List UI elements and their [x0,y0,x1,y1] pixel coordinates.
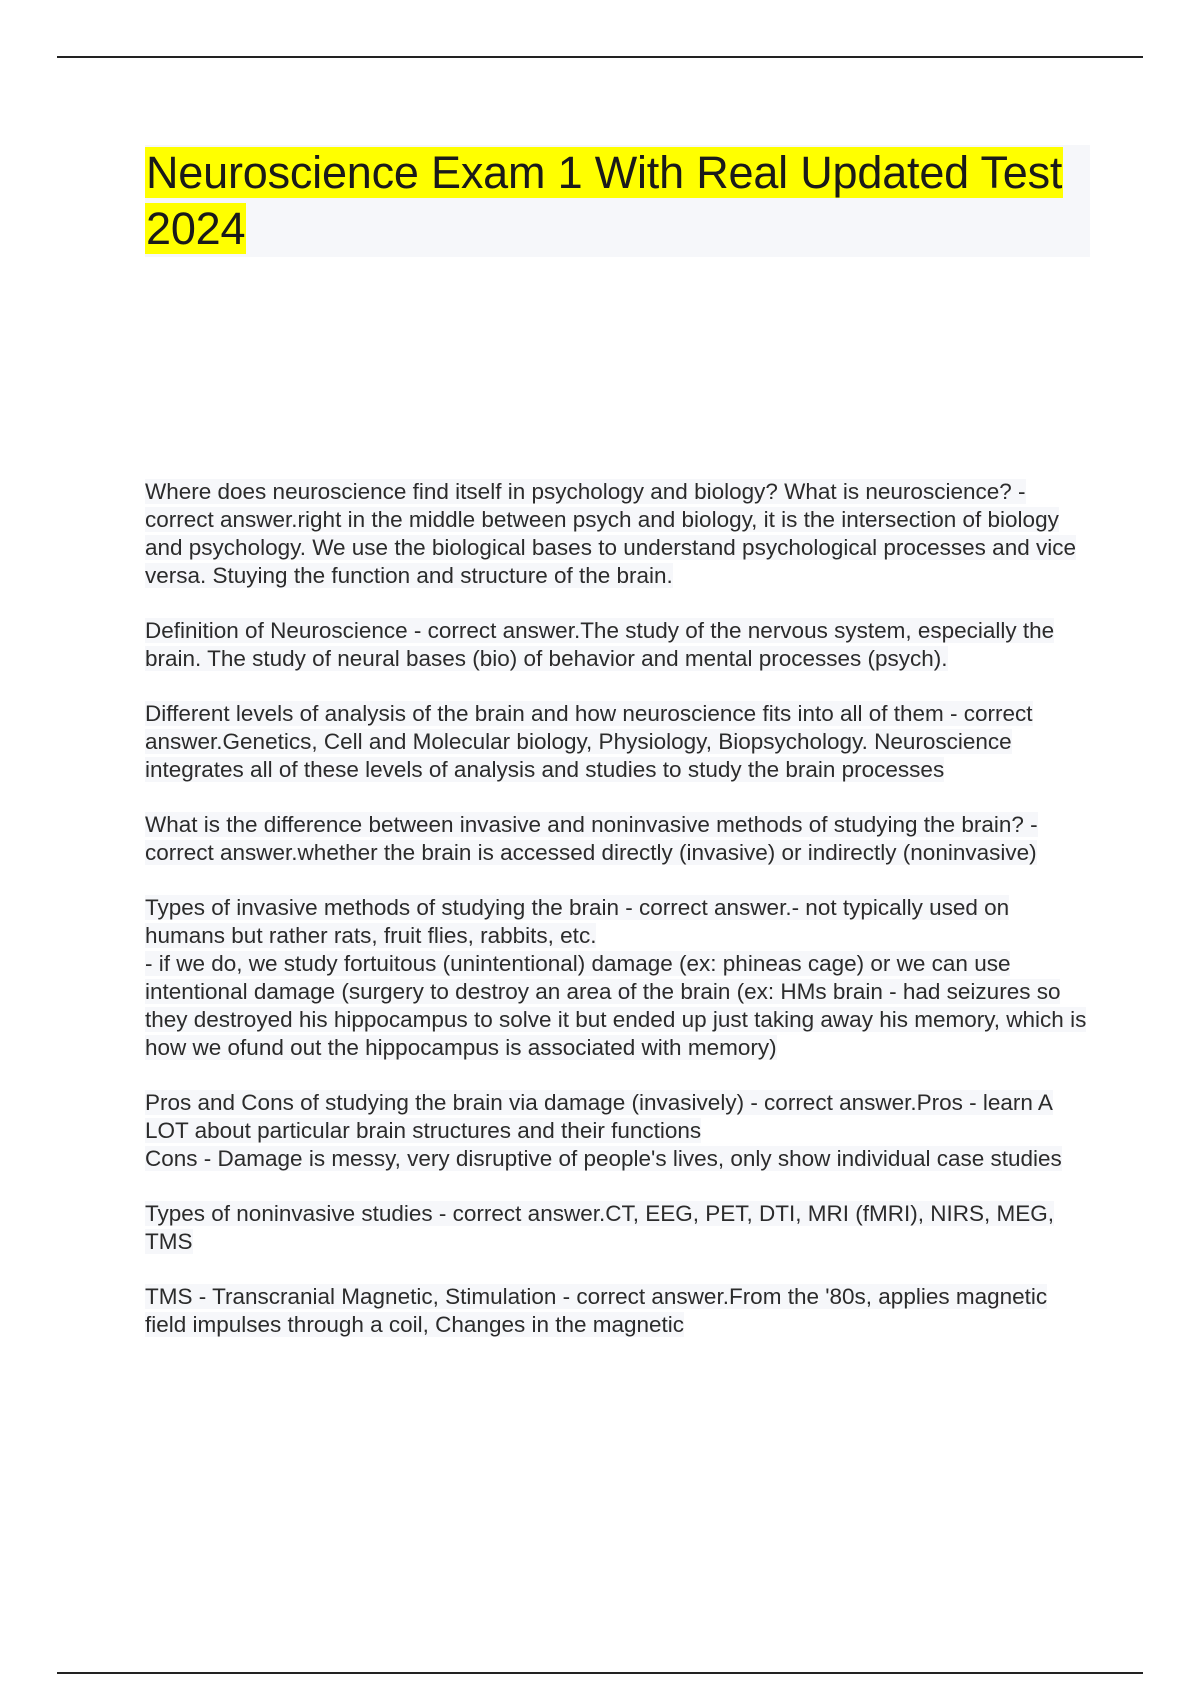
qa-entry-text: Pros and Cons of studying the brain via damage (invasively) - correct answer.Pros - learn A LOT about particular brain structures and their functions [145,1090,1053,1143]
qa-entry-text: Different levels of analysis of the brain and how neuroscience fits into all of them - correct answer.Genetics, Cell and Molecular biology, Physiology, Biopsychology. Neuroscience integrates all of these levels of analysis and studies to study the brain processes [145,701,1033,782]
document-title [145,145,1090,257]
qa-entry-text: Where does neuroscience find itself in psychology and biology? What is neuroscience? - correct answer.right in the middle between psych and biology, it is the intersection of biology and psychology. We use the biological bases to understand psychological processes and vice versa. Stuying the function and structure of the brain. [145,479,1076,588]
top-rule [57,56,1143,58]
qa-entry-1 [145,478,1090,590]
qa-entry-text-continued: Cons - Damage is messy, very disruptive of people's lives, only show individual case studies [145,1146,1062,1171]
qa-entry-text: Definition of Neuroscience - correct answer.The study of the nervous system, especially the brain. The study of neural bases (bio) of behavior and mental processes (psych). [145,618,1055,671]
qa-entry-4 [145,811,1090,867]
qa-entry-text: Types of noninvasive studies - correct answer.CT, EEG, PET, DTI, MRI (fMRI), NIRS, MEG, TMS [145,1201,1054,1254]
qa-entry-7 [145,1200,1090,1256]
qa-entry-text: TMS - Transcranial Magnetic, Stimulation - correct answer.From the '80s, applies magnetic field impulses through a coil, Changes in the magnetic [145,1284,1048,1337]
qa-entry-text: What is the difference between invasive and noninvasive methods of studying the brain? - correct answer.whether the brain is accessed directly (invasive) or indirectly (noninvasive) [145,812,1038,865]
qa-entry-3 [145,700,1090,784]
title-highlight: Neuroscience Exam 1 With Real Updated Test 2024 [146,147,1063,254]
qa-entry-8 [145,1283,1090,1339]
qa-entry-text-continued: - if we do, we study fortuitous (unintentional) damage (ex: phineas cage) or we can use intentional damage (surgery to destroy an area of the brain (ex: HMs brain - had seizures so they destroyed his hippocampus to solve it but ended up just taking away his memory, which is how we ofund out the hippocampus is associated with memory) [145,951,1087,1060]
title-block [145,145,1090,257]
qa-entry-text: Types of invasive methods of studying the brain - correct answer.- not typically used on humans but rather rats, fruit flies, rabbits, etc. [145,895,1010,948]
document-body [145,478,1090,1366]
qa-entry-5 [145,894,1090,1062]
qa-entry-2 [145,617,1090,673]
qa-entry-6 [145,1089,1090,1173]
bottom-rule [57,1672,1143,1674]
